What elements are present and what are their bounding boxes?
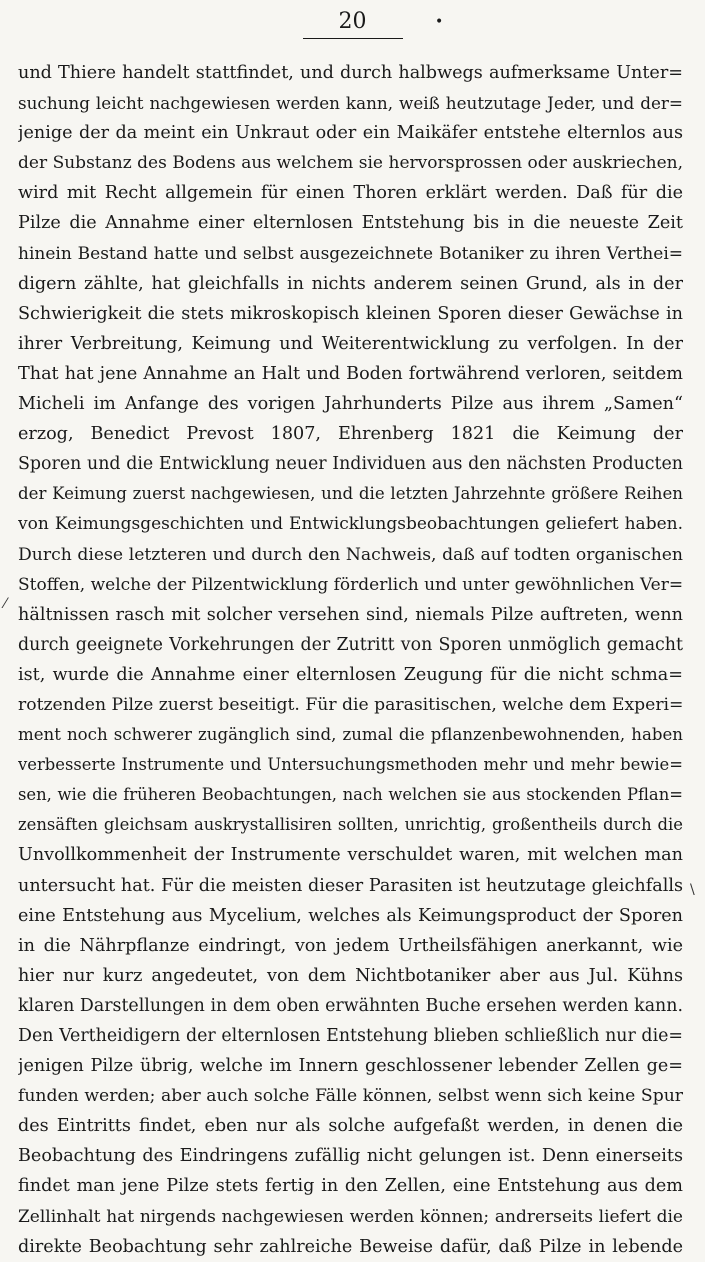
text-line: jenige der da meint ein Unkraut oder ein Maikäfer entstehe elternlos aus <box>18 123 683 144</box>
text-line: zensäften gleichsam auskrystallisiren sollten, unrichtig, großentheils durch die <box>18 815 683 835</box>
page-header <box>0 8 705 39</box>
text-line: Pilze die Annahme einer elternlosen Entstehung bis in die neueste Zeit <box>18 213 683 234</box>
text-line: ist, wurde die Annahme einer elternlosen Zeugung für die nicht schma= <box>18 664 683 685</box>
text-line: digern zählte, hat gleichfalls in nichts anderem seinen Grund, als in der <box>18 273 683 294</box>
text-line: Beobachtung des Eindringens zufällig nicht gelungen ist. Denn einerseits <box>18 1146 683 1167</box>
text-line: wird mit Recht allgemein für einen Thoren erklärt werden. Daß für die <box>18 183 683 204</box>
text-line: hinein Bestand hatte und selbst ausgezeichnete Botaniker zu ihren Verthei= <box>18 243 683 264</box>
text-line: untersucht hat. Für die meisten dieser Parasiten ist heutzutage gleichfalls <box>18 875 683 896</box>
text-line: That hat jene Annahme an Halt und Boden fortwährend verloren, seitdem <box>18 363 683 384</box>
text-line: von Keimungsgeschichten und Entwicklungsbeobachtungen geliefert haben. <box>18 514 683 535</box>
text-line: klaren Darstellungen in dem oben erwähnten Buche ersehen werden kann. <box>18 995 683 1016</box>
text-line: eine Entstehung aus Mycelium, welches als Keimungsproduct der Sporen <box>18 905 683 926</box>
text-line: Schwierigkeit die stets mikroskopisch kleinen Sporen dieser Gewächse in <box>18 303 683 324</box>
text-line: funden werden; aber auch solche Fälle können, selbst wenn sich keine Spur <box>18 1086 683 1107</box>
text-line: Durch diese letzteren und durch den Nachweis, daß auf todten organischen <box>18 544 683 565</box>
text-line: in die Nährpflanze eindringt, von jedem Urtheilsfähigen anerkannt, wie <box>18 935 683 956</box>
margin-mark-left: ⁄ <box>4 596 7 612</box>
page-number: 20 <box>303 8 403 39</box>
header-mark: • <box>435 14 444 30</box>
text-line: suchung leicht nachgewiesen werden kann, weiß heutzutage Jeder, und der= <box>18 93 683 114</box>
text-line: direkte Beobachtung sehr zahlreiche Beweise dafür, daß Pilze in lebende <box>18 1236 683 1257</box>
text-line: der Substanz des Bodens aus welchem sie hervorsprossen oder auskriechen, <box>18 153 683 174</box>
text-line: rotzenden Pilze zuerst beseitigt. Für die parasitischen, welche dem Experi= <box>18 694 683 715</box>
body-text <box>18 58 683 1262</box>
text-line: der Keimung zuerst nachgewiesen, und die letzten Jahrzehnte größere Reihen <box>18 484 683 504</box>
text-line: ment noch schwerer zugänglich sind, zumal die pflanzenbewohnenden, haben <box>18 725 683 745</box>
text-line: Micheli im Anfange des vorigen Jahrhunderts Pilze aus ihrem „Samen“ <box>18 394 683 415</box>
text-line: Unvollkommenheit der Instrumente verschuldet waren, mit welchen man <box>18 845 683 866</box>
text-line: findet man jene Pilze stets fertig in den Zellen, eine Entstehung aus dem <box>18 1176 683 1197</box>
text-line: hier nur kurz angedeutet, von dem Nichtbotaniker aber aus Jul. Kühns <box>18 965 683 986</box>
text-line: und Thiere handelt stattfindet, und durch halbwegs aufmerksame Unter= <box>18 63 683 83</box>
text-line: des Eintritts findet, eben nur als solche aufgefaßt werden, in denen die <box>18 1116 683 1137</box>
text-line: durch geeignete Vorkehrungen der Zutritt von Sporen unmöglich gemacht <box>18 634 683 655</box>
text-line: jenigen Pilze übrig, welche im Innern geschlossener lebender Zellen ge= <box>18 1056 683 1077</box>
text-line: sen, wie die früheren Beobachtungen, nach welchen sie aus stockenden Pflan= <box>18 785 683 805</box>
margin-mark-right: \ <box>690 882 695 898</box>
text-line: verbesserte Instrumente und Untersuchungsmethoden mehr und mehr bewie= <box>18 755 683 775</box>
text-line: Stoffen, welche der Pilzentwicklung förderlich und unter gewöhnlichen Ver= <box>18 574 683 595</box>
text-line: Den Vertheidigern der elternlosen Entstehung blieben schließlich nur die= <box>18 1026 683 1046</box>
text-line: Sporen und die Entwicklung neuer Individuen aus den nächsten Producten <box>18 454 683 475</box>
text-line: erzog, Benedict Prevost 1807, Ehrenberg 1821 die Keimung der <box>18 424 683 445</box>
text-line: Zellinhalt hat nirgends nachgewiesen werden können; andrerseits liefert die <box>18 1206 683 1227</box>
text-line: ihrer Verbreitung, Keimung und Weiterentwicklung zu verfolgen. In der <box>18 333 683 354</box>
text-line: hältnissen rasch mit solcher versehen sind, niemals Pilze auftreten, wenn <box>18 604 683 625</box>
